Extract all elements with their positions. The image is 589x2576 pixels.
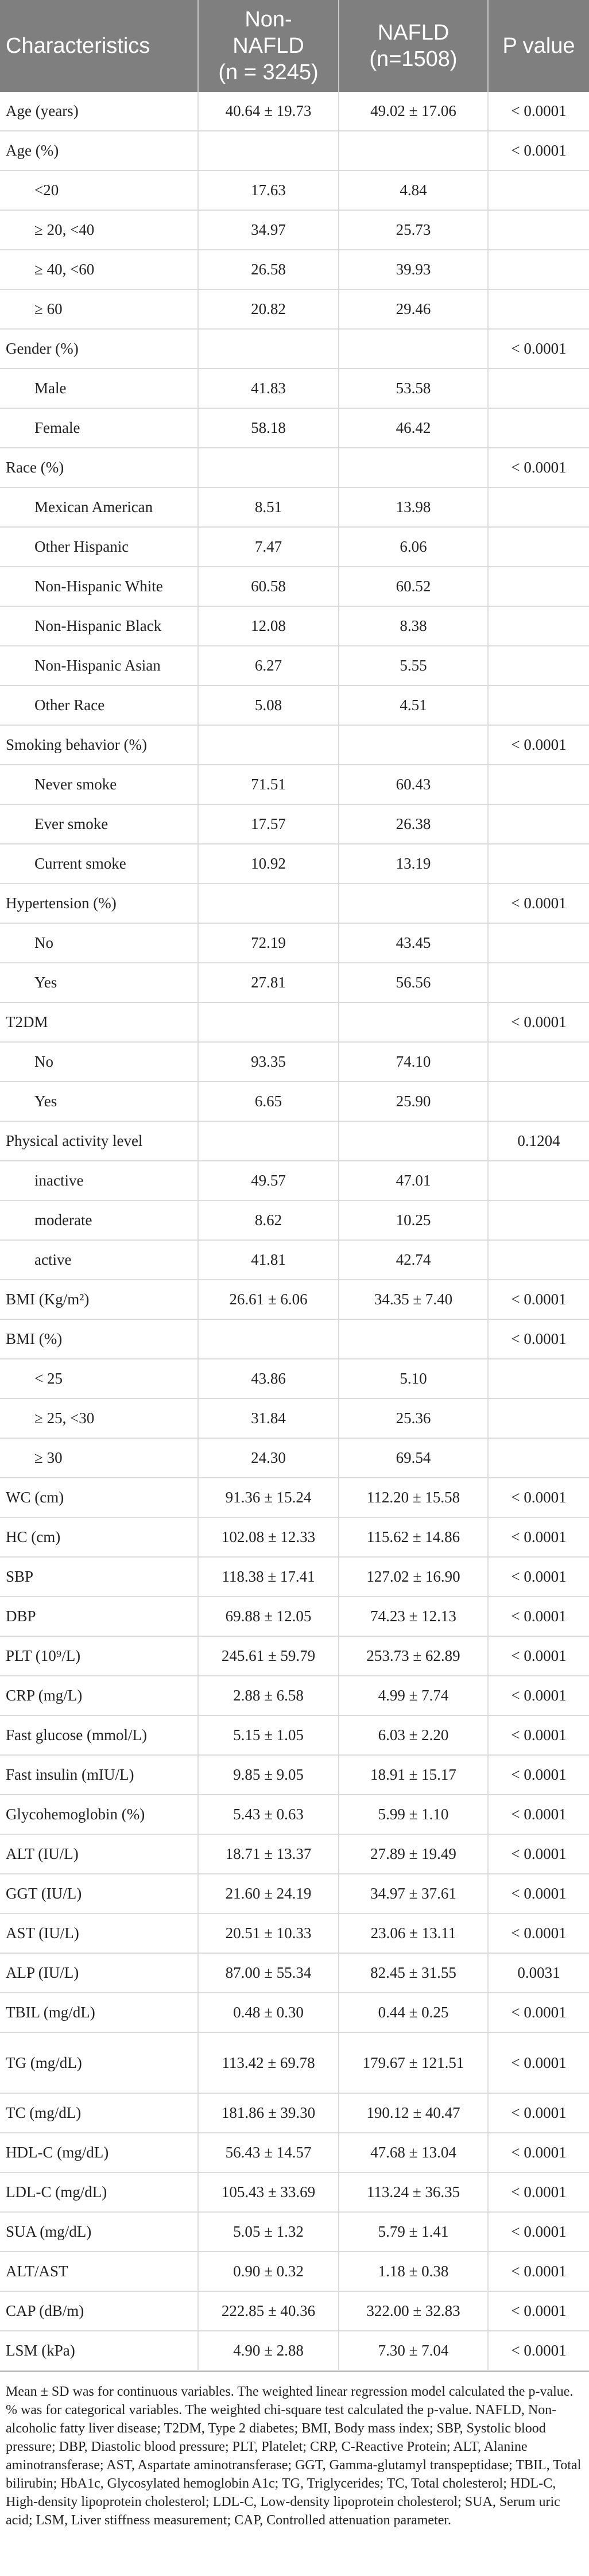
- row-non-nafld-value: 20.51 ± 10.33: [198, 1913, 339, 1953]
- row-pvalue: [488, 1399, 589, 1438]
- row-nafld-value: 46.42: [339, 408, 488, 448]
- row-nafld-value: 179.67 ± 121.51: [339, 2032, 488, 2093]
- row-nafld-value: 5.10: [339, 1359, 488, 1399]
- table-row: [0, 1557, 589, 1597]
- table-row: [0, 92, 589, 131]
- row-pvalue: < 0.0001: [488, 2252, 589, 2291]
- table-row: [0, 2133, 589, 2172]
- row-label: ≥ 25, <30: [0, 1399, 198, 1438]
- table-row: [0, 1082, 589, 1121]
- row-non-nafld-value: 26.61 ± 6.06: [198, 1280, 339, 1319]
- table-row: [0, 963, 589, 1002]
- row-pvalue: < 0.0001: [488, 1517, 589, 1557]
- table-row: [0, 1874, 589, 1913]
- row-label: BMI (Kg/m²): [0, 1280, 198, 1319]
- table-row: [0, 1597, 589, 1636]
- row-label: < 25: [0, 1359, 198, 1399]
- row-pvalue: < 0.0001: [488, 1874, 589, 1913]
- row-pvalue: [488, 844, 589, 884]
- row-nafld-value: 4.99 ± 7.74: [339, 1676, 488, 1715]
- table-row: [0, 2331, 589, 2370]
- row-pvalue: < 0.0001: [488, 92, 589, 131]
- row-non-nafld-value: 6.27: [198, 646, 339, 685]
- row-label: Yes: [0, 1082, 198, 1121]
- table-row: [0, 527, 589, 567]
- table-row: [0, 2252, 589, 2291]
- row-nafld-value: 112.20 ± 15.58: [339, 1478, 488, 1517]
- table-row: [0, 1200, 589, 1240]
- row-non-nafld-value: 21.60 ± 24.19: [198, 1874, 339, 1913]
- row-pvalue: [488, 923, 589, 963]
- row-nafld-value: 74.23 ± 12.13: [339, 1597, 488, 1636]
- row-nafld-value: 82.45 ± 31.55: [339, 1953, 488, 1993]
- table-row: [0, 804, 589, 844]
- table-footnote: [0, 2371, 589, 2529]
- row-pvalue: < 0.0001: [488, 725, 589, 765]
- row-pvalue: [488, 289, 589, 329]
- table-row: [0, 369, 589, 408]
- row-nafld-value: 47.68 ± 13.04: [339, 2133, 488, 2172]
- row-label: ≥ 60: [0, 289, 198, 329]
- row-non-nafld-value: 49.57: [198, 1161, 339, 1200]
- row-pvalue: [488, 646, 589, 685]
- table-row: [0, 1240, 589, 1280]
- table-row: [0, 1834, 589, 1874]
- header-pvalue: P value: [488, 0, 589, 92]
- row-pvalue: < 0.0001: [488, 1676, 589, 1715]
- table-row: [0, 131, 589, 171]
- row-non-nafld-value: 10.92: [198, 844, 339, 884]
- row-nafld-value: [339, 448, 488, 487]
- row-pvalue: [488, 567, 589, 606]
- row-non-nafld-value: 18.71 ± 13.37: [198, 1834, 339, 1874]
- row-non-nafld-value: 60.58: [198, 567, 339, 606]
- row-label: ALP (IU/L): [0, 1953, 198, 1993]
- row-non-nafld-value: 12.08: [198, 606, 339, 646]
- row-label: Gender (%): [0, 329, 198, 369]
- row-pvalue: [488, 1161, 589, 1200]
- row-label: T2DM: [0, 1002, 198, 1042]
- row-non-nafld-value: 93.35: [198, 1042, 339, 1082]
- row-nafld-value: 253.73 ± 62.89: [339, 1636, 488, 1676]
- table-row: [0, 289, 589, 329]
- row-nafld-value: 13.98: [339, 487, 488, 527]
- row-nafld-value: 39.93: [339, 250, 488, 289]
- row-label: HC (cm): [0, 1517, 198, 1557]
- table-row: [0, 2291, 589, 2331]
- row-label: WC (cm): [0, 1478, 198, 1517]
- row-non-nafld-value: 245.61 ± 59.79: [198, 1636, 339, 1676]
- row-nafld-value: [339, 725, 488, 765]
- table-row: [0, 923, 589, 963]
- row-nafld-value: 56.56: [339, 963, 488, 1002]
- row-pvalue: < 0.0001: [488, 2331, 589, 2370]
- row-label: Race (%): [0, 448, 198, 487]
- table-row: [0, 1676, 589, 1715]
- row-pvalue: < 0.0001: [488, 2291, 589, 2331]
- row-non-nafld-value: 6.65: [198, 1082, 339, 1121]
- row-non-nafld-value: 0.48 ± 0.30: [198, 1993, 339, 2032]
- row-label: Ever smoke: [0, 804, 198, 844]
- table-row: [0, 448, 589, 487]
- table-row: [0, 1517, 589, 1557]
- row-non-nafld-value: 5.15 ± 1.05: [198, 1715, 339, 1755]
- row-label: GGT (IU/L): [0, 1874, 198, 1913]
- row-non-nafld-value: 87.00 ± 55.34: [198, 1953, 339, 1993]
- row-label: Physical activity level: [0, 1121, 198, 1161]
- row-label: AST (IU/L): [0, 1913, 198, 1953]
- table-row: [0, 1438, 589, 1478]
- row-pvalue: [488, 606, 589, 646]
- row-non-nafld-value: 56.43 ± 14.57: [198, 2133, 339, 2172]
- row-pvalue: < 0.0001: [488, 1913, 589, 1953]
- row-pvalue: [488, 408, 589, 448]
- row-pvalue: < 0.0001: [488, 2032, 589, 2093]
- row-label: Age (%): [0, 131, 198, 171]
- header-characteristics: Characteristics: [0, 0, 198, 92]
- row-non-nafld-value: [198, 884, 339, 923]
- row-pvalue: < 0.0001: [488, 1002, 589, 1042]
- table-row: [0, 1042, 589, 1082]
- row-label: ≥ 30: [0, 1438, 198, 1478]
- table-row: [0, 2172, 589, 2212]
- table-row: [0, 765, 589, 804]
- table-row: [0, 844, 589, 884]
- row-nafld-value: 25.73: [339, 210, 488, 250]
- row-nafld-value: 4.51: [339, 685, 488, 725]
- row-pvalue: < 0.0001: [488, 884, 589, 923]
- row-label: TBIL (mg/dL): [0, 1993, 198, 2032]
- row-non-nafld-value: [198, 1121, 339, 1161]
- table-row: [0, 1002, 589, 1042]
- row-label: No: [0, 1042, 198, 1082]
- table-row: [0, 487, 589, 527]
- row-nafld-value: 4.84: [339, 171, 488, 210]
- row-label: SBP: [0, 1557, 198, 1597]
- table-row: [0, 250, 589, 289]
- row-pvalue: < 0.0001: [488, 448, 589, 487]
- row-pvalue: < 0.0001: [488, 1636, 589, 1676]
- row-non-nafld-value: 31.84: [198, 1399, 339, 1438]
- row-nafld-value: 5.99 ± 1.10: [339, 1795, 488, 1834]
- row-pvalue: < 0.0001: [488, 1715, 589, 1755]
- row-nafld-value: [339, 1002, 488, 1042]
- row-pvalue: [488, 963, 589, 1002]
- table-row: [0, 329, 589, 369]
- row-nafld-value: [339, 1319, 488, 1359]
- row-pvalue: [488, 1082, 589, 1121]
- row-nafld-value: 113.24 ± 36.35: [339, 2172, 488, 2212]
- row-label: No: [0, 923, 198, 963]
- row-nafld-value: 49.02 ± 17.06: [339, 92, 488, 131]
- row-pvalue: [488, 804, 589, 844]
- row-label: Age (years): [0, 92, 198, 131]
- row-pvalue: < 0.0001: [488, 2172, 589, 2212]
- row-non-nafld-value: [198, 1002, 339, 1042]
- row-label: inactive: [0, 1161, 198, 1200]
- row-nafld-value: 1.18 ± 0.38: [339, 2252, 488, 2291]
- row-non-nafld-value: 8.51: [198, 487, 339, 527]
- table-row: [0, 1399, 589, 1438]
- row-label: Hypertension (%): [0, 884, 198, 923]
- table-row: [0, 646, 589, 685]
- row-nafld-value: [339, 1121, 488, 1161]
- row-non-nafld-value: 5.43 ± 0.63: [198, 1795, 339, 1834]
- table-row: [0, 171, 589, 210]
- row-nafld-value: 6.03 ± 2.20: [339, 1715, 488, 1755]
- row-pvalue: < 0.0001: [488, 329, 589, 369]
- row-nafld-value: 60.43: [339, 765, 488, 804]
- row-non-nafld-value: 17.57: [198, 804, 339, 844]
- row-label: CAP (dB/m): [0, 2291, 198, 2331]
- row-nafld-value: 8.38: [339, 606, 488, 646]
- row-non-nafld-value: 9.85 ± 9.05: [198, 1755, 339, 1795]
- table-row: [0, 1953, 589, 1993]
- row-pvalue: [488, 685, 589, 725]
- row-non-nafld-value: 118.38 ± 17.41: [198, 1557, 339, 1597]
- row-label: HDL-C (mg/dL): [0, 2133, 198, 2172]
- row-pvalue: < 0.0001: [488, 1280, 589, 1319]
- row-label: Other Race: [0, 685, 198, 725]
- row-label: SUA (mg/dL): [0, 2212, 198, 2252]
- row-pvalue: < 0.0001: [488, 1597, 589, 1636]
- row-non-nafld-value: 58.18: [198, 408, 339, 448]
- table-row: [0, 1161, 589, 1200]
- row-nafld-value: [339, 131, 488, 171]
- row-pvalue: [488, 171, 589, 210]
- row-pvalue: [488, 1359, 589, 1399]
- row-nafld-value: 10.25: [339, 1200, 488, 1240]
- row-non-nafld-value: 2.88 ± 6.58: [198, 1676, 339, 1715]
- row-nafld-value: 74.10: [339, 1042, 488, 1082]
- row-label: Smoking behavior (%): [0, 725, 198, 765]
- table-row: [0, 725, 589, 765]
- row-pvalue: < 0.0001: [488, 1557, 589, 1597]
- row-label: TC (mg/dL): [0, 2093, 198, 2133]
- row-nafld-value: 127.02 ± 16.90: [339, 1557, 488, 1597]
- row-pvalue: < 0.0001: [488, 1319, 589, 1359]
- table-row: [0, 1993, 589, 2032]
- row-non-nafld-value: 7.47: [198, 527, 339, 567]
- row-label: moderate: [0, 1200, 198, 1240]
- row-nafld-value: 43.45: [339, 923, 488, 963]
- row-label: Male: [0, 369, 198, 408]
- row-non-nafld-value: [198, 1319, 339, 1359]
- row-pvalue: 0.0031: [488, 1953, 589, 1993]
- row-label: Fast insulin (mIU/L): [0, 1755, 198, 1795]
- table-row: [0, 2093, 589, 2133]
- row-label: Non-Hispanic Asian: [0, 646, 198, 685]
- row-label: Glycohemoglobin (%): [0, 1795, 198, 1834]
- row-nafld-value: 0.44 ± 0.25: [339, 1993, 488, 2032]
- table-row: [0, 1636, 589, 1676]
- row-pvalue: [488, 250, 589, 289]
- row-label: PLT (10⁹/L): [0, 1636, 198, 1676]
- table-row: [0, 1755, 589, 1795]
- row-pvalue: [488, 369, 589, 408]
- row-pvalue: [488, 487, 589, 527]
- row-label: ≥ 20, <40: [0, 210, 198, 250]
- header-nafld-line1: NAFLD: [377, 21, 450, 45]
- row-non-nafld-value: 113.42 ± 69.78: [198, 2032, 339, 2093]
- row-non-nafld-value: 41.83: [198, 369, 339, 408]
- row-pvalue: < 0.0001: [488, 1993, 589, 2032]
- row-non-nafld-value: 71.51: [198, 765, 339, 804]
- row-nafld-value: 27.89 ± 19.49: [339, 1834, 488, 1874]
- row-pvalue: 0.1204: [488, 1121, 589, 1161]
- row-label: Other Hispanic: [0, 527, 198, 567]
- row-pvalue: < 0.0001: [488, 1755, 589, 1795]
- row-label: active: [0, 1240, 198, 1280]
- row-label: Fast glucose (mmol/L): [0, 1715, 198, 1755]
- row-pvalue: [488, 1042, 589, 1082]
- table-row: [0, 567, 589, 606]
- row-non-nafld-value: 181.86 ± 39.30: [198, 2093, 339, 2133]
- header-nafld-n: (n=1508): [369, 47, 458, 71]
- table-row: [0, 1715, 589, 1755]
- row-non-nafld-value: 0.90 ± 0.32: [198, 2252, 339, 2291]
- row-nafld-value: 18.91 ± 15.17: [339, 1755, 488, 1795]
- row-label: LDL-C (mg/dL): [0, 2172, 198, 2212]
- row-non-nafld-value: 40.64 ± 19.73: [198, 92, 339, 131]
- row-label: DBP: [0, 1597, 198, 1636]
- row-nafld-value: 60.52: [339, 567, 488, 606]
- table-row: [0, 408, 589, 448]
- row-non-nafld-value: [198, 329, 339, 369]
- header-non-nafld-line1: Non-: [245, 7, 292, 32]
- row-label: Mexican American: [0, 487, 198, 527]
- header-nafld: [339, 0, 488, 92]
- row-non-nafld-value: 91.36 ± 15.24: [198, 1478, 339, 1517]
- table-row: [0, 2032, 589, 2093]
- row-non-nafld-value: [198, 131, 339, 171]
- row-non-nafld-value: [198, 448, 339, 487]
- row-non-nafld-value: 24.30: [198, 1438, 339, 1478]
- table-header: [0, 0, 589, 92]
- row-non-nafld-value: 105.43 ± 33.69: [198, 2172, 339, 2212]
- row-non-nafld-value: 5.08: [198, 685, 339, 725]
- row-pvalue: < 0.0001: [488, 1834, 589, 1874]
- row-nafld-value: 190.12 ± 40.47: [339, 2093, 488, 2133]
- row-label: Never smoke: [0, 765, 198, 804]
- table-body: [0, 92, 589, 2370]
- row-non-nafld-value: 72.19: [198, 923, 339, 963]
- row-label: Non-Hispanic White: [0, 567, 198, 606]
- row-non-nafld-value: 20.82: [198, 289, 339, 329]
- row-pvalue: [488, 527, 589, 567]
- row-non-nafld-value: 26.58: [198, 250, 339, 289]
- row-pvalue: [488, 210, 589, 250]
- row-pvalue: < 0.0001: [488, 1478, 589, 1517]
- header-non-nafld-line2: NAFLD: [232, 34, 304, 58]
- row-nafld-value: 69.54: [339, 1438, 488, 1478]
- row-nafld-value: [339, 329, 488, 369]
- row-label: Current smoke: [0, 844, 198, 884]
- row-non-nafld-value: 5.05 ± 1.32: [198, 2212, 339, 2252]
- table-row: [0, 210, 589, 250]
- row-nafld-value: 115.62 ± 14.86: [339, 1517, 488, 1557]
- row-label: <20: [0, 171, 198, 210]
- row-label: ALT (IU/L): [0, 1834, 198, 1874]
- row-non-nafld-value: 69.88 ± 12.05: [198, 1597, 339, 1636]
- table-row: [0, 1121, 589, 1161]
- row-non-nafld-value: 4.90 ± 2.88: [198, 2331, 339, 2370]
- row-pvalue: [488, 1240, 589, 1280]
- row-pvalue: < 0.0001: [488, 2212, 589, 2252]
- row-pvalue: [488, 1438, 589, 1478]
- table-row: [0, 1795, 589, 1834]
- row-nafld-value: 5.55: [339, 646, 488, 685]
- row-nafld-value: 322.00 ± 32.83: [339, 2291, 488, 2331]
- row-non-nafld-value: 102.08 ± 12.33: [198, 1517, 339, 1557]
- row-non-nafld-value: 43.86: [198, 1359, 339, 1399]
- row-label: ALT/AST: [0, 2252, 198, 2291]
- row-label: TG (mg/dL): [0, 2032, 198, 2093]
- row-pvalue: [488, 1200, 589, 1240]
- row-label: BMI (%): [0, 1319, 198, 1359]
- row-non-nafld-value: 27.81: [198, 963, 339, 1002]
- row-pvalue: < 0.0001: [488, 2133, 589, 2172]
- row-nafld-value: 53.58: [339, 369, 488, 408]
- table-row: [0, 606, 589, 646]
- row-label: LSM (kPa): [0, 2331, 198, 2370]
- row-non-nafld-value: 222.85 ± 40.36: [198, 2291, 339, 2331]
- table-row: [0, 1359, 589, 1399]
- table-row: [0, 1319, 589, 1359]
- row-pvalue: [488, 765, 589, 804]
- header-non-nafld: [198, 0, 339, 92]
- row-non-nafld-value: 41.81: [198, 1240, 339, 1280]
- footnote-text: Mean ± SD was for continuous variables. The weighted linear regression model calculated the p-value. % was for categorical variables. The weighted chi-square test calculated the p-value. NAFLD, Non-alcoholic fatty liver disease; T2DM, Type 2 diabetes; BMI, Body mass index; SBP, Systolic blood pressure; DBP, Diastolic blood pressure; PLT, Platelet; CRP, C-Reactive Protein; ALT, Alanine aminotransferase; AST, Aspartate aminotransferase; GGT, Gamma-glutamyl transpeptidase; TBIL, Total bilirubin; HbA1c, Glycosylated hemoglobin A1c; TG, Triglycerides; TC, Total cholesterol; HDL-C, High-density lipoprotein cholesterol; LDL-C, Low-density lipoprotein cholesterol; SUA, Serum uric acid; LSM, Liver stiffness measurement; CAP, Controlled attenuation parameter.: [6, 2384, 582, 2528]
- row-non-nafld-value: 17.63: [198, 171, 339, 210]
- table-row: [0, 2212, 589, 2252]
- row-non-nafld-value: [198, 725, 339, 765]
- row-non-nafld-value: 8.62: [198, 1200, 339, 1240]
- row-nafld-value: 26.38: [339, 804, 488, 844]
- row-nafld-value: 13.19: [339, 844, 488, 884]
- row-nafld-value: 25.90: [339, 1082, 488, 1121]
- row-label: ≥ 40, <60: [0, 250, 198, 289]
- table-row: [0, 1280, 589, 1319]
- row-pvalue: < 0.0001: [488, 2093, 589, 2133]
- row-nafld-value: 34.35 ± 7.40: [339, 1280, 488, 1319]
- row-nafld-value: 42.74: [339, 1240, 488, 1280]
- row-nafld-value: 6.06: [339, 527, 488, 567]
- row-nafld-value: 34.97 ± 37.61: [339, 1874, 488, 1913]
- table-row: [0, 884, 589, 923]
- row-pvalue: < 0.0001: [488, 131, 589, 171]
- row-pvalue: < 0.0001: [488, 1795, 589, 1834]
- header-non-nafld-n: (n = 3245): [218, 60, 319, 84]
- row-label: CRP (mg/L): [0, 1676, 198, 1715]
- row-label: Non-Hispanic Black: [0, 606, 198, 646]
- row-label: Female: [0, 408, 198, 448]
- table-row: [0, 685, 589, 725]
- row-nafld-value: 5.79 ± 1.41: [339, 2212, 488, 2252]
- row-nafld-value: 29.46: [339, 289, 488, 329]
- row-nafld-value: [339, 884, 488, 923]
- table-row: [0, 1478, 589, 1517]
- row-nafld-value: 25.36: [339, 1399, 488, 1438]
- table-row: [0, 1913, 589, 1953]
- row-nafld-value: 23.06 ± 13.11: [339, 1913, 488, 1953]
- row-nafld-value: 47.01: [339, 1161, 488, 1200]
- row-nafld-value: 7.30 ± 7.04: [339, 2331, 488, 2370]
- row-label: Yes: [0, 963, 198, 1002]
- row-non-nafld-value: 34.97: [198, 210, 339, 250]
